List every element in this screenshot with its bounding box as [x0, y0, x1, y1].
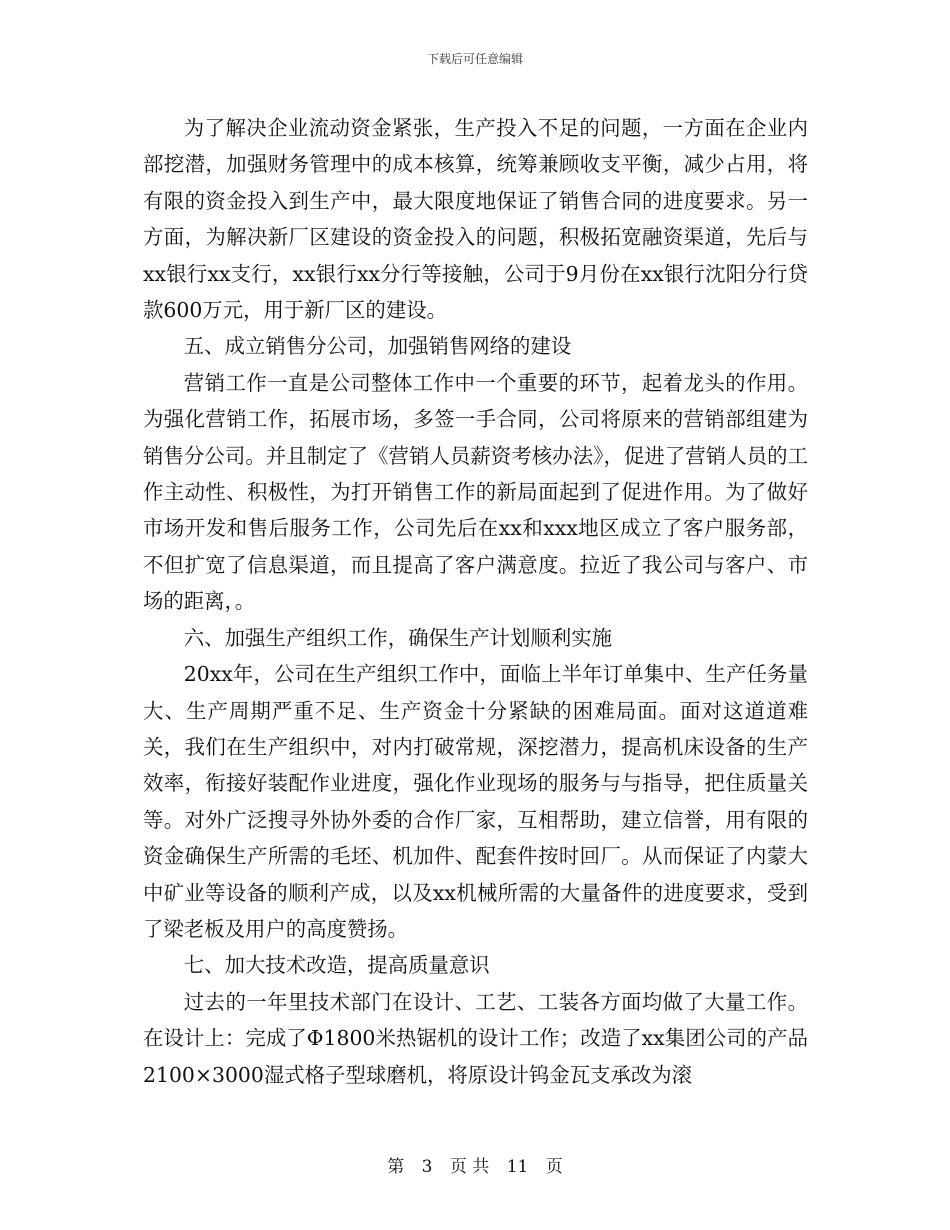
- footer-prefix: 第: [387, 1157, 405, 1177]
- section-heading-6: 六、加强生产组织工作，确保生产计划顺利实施: [183, 625, 612, 650]
- paragraph-tech: 过去的一年里技术部门在设计、工艺、工装各方面均做了大量工作。在设计上：完成了Φ1800米热锯机的设计工作；改造了xx集团公司的产品2100×3000湿式格子型球磨机，将原设计钨金瓦支承改为滚: [143, 989, 808, 1087]
- page-header: 下载后可任意编辑: [426, 52, 523, 66]
- paragraph-funds: 为了解决企业流动资金紧张，生产投入不足的问题，一方面在企业内部挖潜，加强财务管理中的成本核算，统筹兼顾收支平衡，减少占用，将有限的资金投入到生产中，最大限度地保证了销售合同的进度要求。另一方面，为解决新厂区建设的资金投入的问题，积极拓宽融资渠道，先后与xx银行xx支行，xx银行xx分行等接触，公司于9月份在xx银行沈阳分行贷款600万元，用于新厂区的建设。: [143, 116, 808, 323]
- footer-suffix: 页: [545, 1157, 563, 1177]
- paragraph-sales: 营销工作一直是公司整体工作中一个重要的环节，起着龙头的作用。为强化营销工作，拓展市场，多签一手合同，公司将原来的营销部组建为销售分公司。并且制定了《营销人员薪资考核办法》，促进了营销人员的工作主动性、积极性，为打开销售工作的新局面起到了促进作用。为了做好市场开发和售后服务工作，公司先后在xx和xxx地区成立了客户服务部，不但扩宽了信息渠道，而且提高了客户满意度。拉近了我公司与客户、市场的距离，。: [143, 370, 808, 614]
- page-number-total: 11: [506, 1157, 529, 1177]
- document-body: [143, 110, 808, 1093]
- paragraph-production: 20xx年，公司在生产组织工作中，面临上半年订单集中、生产任务量大、生产周期严重不足、生产资金十分紧缺的困难局面。面对这道道难关，我们在生产组织中，对内打破常规，深挖潜力，提高机床设备的生产效率，衔接好装配作业进度，强化作业现场的服务与与指导，把住质量关等。对外广泛搜寻外协外委的合作厂家，互相帮助，建立信誉，用有限的资金确保生产所需的毛坯、机加件、配套件按时回厂。从而保证了内蒙大中矿业等设备的顺利产成，以及xx机械所需的大量备件的进度要求，受到了梁老板及用户的高度赞扬。: [143, 662, 808, 941]
- page-footer: [0, 1152, 950, 1177]
- section-heading-7: 七、加大技术改造，提高质量意识: [183, 953, 490, 978]
- page-number-current: 3: [421, 1157, 433, 1177]
- section-heading-5: 五、成立销售分公司，加强销售网络的建设: [183, 334, 572, 359]
- footer-middle: 页 共: [449, 1157, 490, 1177]
